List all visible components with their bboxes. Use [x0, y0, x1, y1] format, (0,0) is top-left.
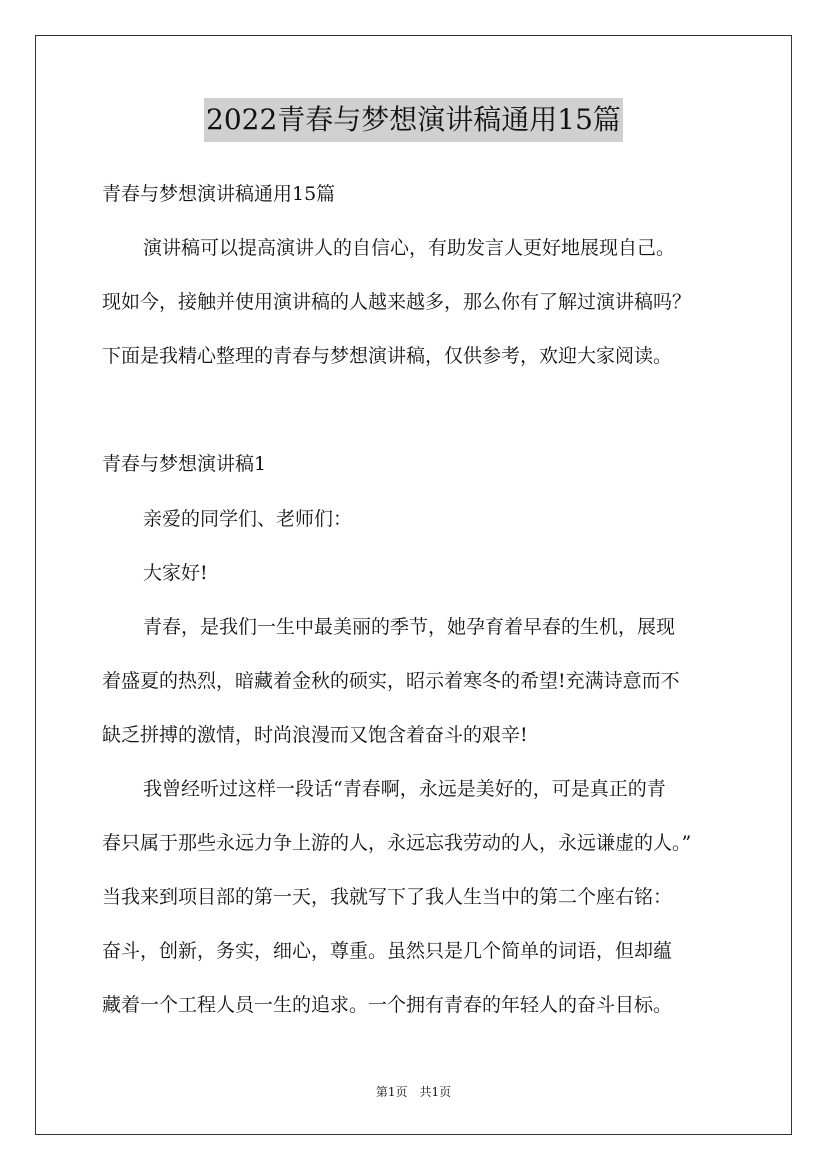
paragraph-line: 春只属于那些永远力争上游的人，永远忘我劳动的人，永远谦虚的人。” — [102, 832, 692, 854]
paragraph-line: 我曾经听过这样一段话“青春啊，永远是美好的，可是真正的青 — [143, 778, 666, 800]
intro-line: 下面是我精心整理的青春与梦想演讲稿，仅供参考，欢迎大家阅读。 — [102, 345, 673, 367]
title-container — [0, 98, 827, 142]
page-number: 第1页 共1页 — [375, 1085, 452, 1099]
intro-line: 现如今，接触并使用演讲稿的人越来越多，那么你有了解过演讲稿吗？ — [102, 291, 692, 313]
paragraph-line: 青春，是我们一生中最美丽的季节，她孕育着早春的生机，展现 — [143, 616, 676, 638]
paragraph-line: 当我来到项目部的第一天，我就写下了我人生当中的第二个座右铭： — [102, 886, 673, 908]
document-subtitle: 青春与梦想演讲稿通用15篇 — [102, 183, 336, 205]
hello-line: 大家好! — [143, 562, 208, 584]
document-title: 2022青春与梦想演讲稿通用15篇 — [204, 98, 623, 142]
paragraph-line: 奋斗，创新，务实，细心，尊重。虽然只是几个简单的词语，但却蕴 — [102, 940, 673, 962]
section-heading: 青春与梦想演讲稿1 — [102, 453, 267, 475]
intro-line: 演讲稿可以提高演讲人的自信心，有助发言人更好地展现自己。 — [143, 237, 676, 259]
paragraph-line: 缺乏拼搏的激情，时尚浪漫而又饱含着奋斗的艰辛! — [102, 724, 528, 746]
greeting-line: 亲爱的同学们、老师们： — [143, 508, 353, 530]
paragraph-line: 着盛夏的热烈，暗藏着金秋的硕实，昭示着寒冬的希望!充满诗意而不 — [102, 670, 680, 692]
paragraph-line: 藏着一个工程人员一生的追求。一个拥有青春的年轻人的奋斗目标。 — [102, 994, 673, 1016]
